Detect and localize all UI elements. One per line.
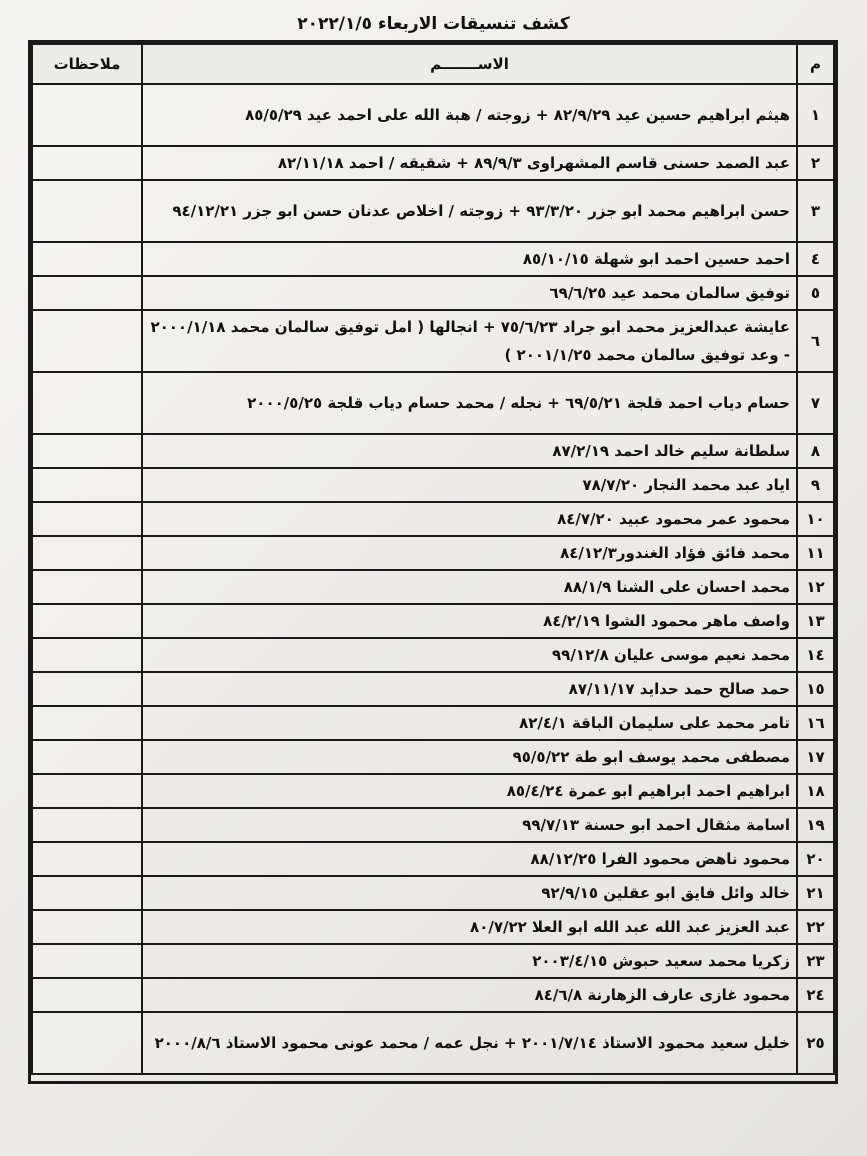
table-row — [32, 740, 834, 774]
row-name: محمد احسان على الشنا ٨٨/١/٩ — [142, 570, 797, 604]
row-name: خليل سعيد محمود الاستاذ ٢٠٠١/٧/١٤ + نجل عمه / محمد عونى محمود الاستاذ ٢٠٠٠/٨/٦ — [142, 1012, 797, 1074]
row-notes — [32, 638, 142, 672]
row-number: ٢١ — [797, 876, 834, 910]
row-number: ١١ — [797, 536, 834, 570]
row-number: ٤ — [797, 242, 834, 276]
row-notes — [32, 310, 142, 372]
table-row — [32, 978, 834, 1012]
row-number: ١٨ — [797, 774, 834, 808]
table-row — [32, 604, 834, 638]
row-name: خالد وائل فايق ابو عقلين ٩٢/٩/١٥ — [142, 876, 797, 910]
table-row — [32, 842, 834, 876]
row-name: احمد حسين احمد ابو شهلة ٨٥/١٠/١٥ — [142, 242, 797, 276]
table-row — [32, 468, 834, 502]
table-row — [32, 1012, 834, 1074]
row-notes — [32, 502, 142, 536]
row-number: ٧ — [797, 372, 834, 434]
row-number: ١٧ — [797, 740, 834, 774]
row-number: ٣ — [797, 180, 834, 242]
names-table-frame — [28, 40, 838, 1084]
table-row — [32, 876, 834, 910]
row-notes — [32, 808, 142, 842]
header-number: م — [797, 44, 834, 84]
row-name: عبد الصمد حسنى قاسم المشهراوى ٨٩/٩/٣ + شقيقه / احمد ٨٢/١١/١٨ — [142, 146, 797, 180]
table-row — [32, 638, 834, 672]
row-notes — [32, 276, 142, 310]
header-name: الاســـــــم — [142, 44, 797, 84]
row-name: حسن ابراهيم محمد ابو جزر ٩٣/٣/٢٠ + زوجته / اخلاص عدنان حسن ابو جزر ٩٤/١٢/٢١ — [142, 180, 797, 242]
table-row — [32, 502, 834, 536]
row-name: عبد العزيز عبد الله عبد الله ابو العلا ٨٠/٧/٢٢ — [142, 910, 797, 944]
row-name: زكريا محمد سعيد حبوش ٢٠٠٣/٤/١٥ — [142, 944, 797, 978]
table-row — [32, 310, 834, 372]
row-notes — [32, 910, 142, 944]
table-row — [32, 434, 834, 468]
table-row — [32, 372, 834, 434]
row-name: اسامة مثقال احمد ابو حسنة ٩٩/٧/١٣ — [142, 808, 797, 842]
table-row — [32, 180, 834, 242]
row-number: ٢٠ — [797, 842, 834, 876]
row-notes — [32, 1012, 142, 1074]
row-number: ٦ — [797, 310, 834, 372]
table-row — [32, 910, 834, 944]
row-number: ٢٥ — [797, 1012, 834, 1074]
table-header-row — [32, 44, 834, 84]
row-name: توفيق سالمان محمد عيد ٦٩/٦/٢٥ — [142, 276, 797, 310]
row-notes — [32, 978, 142, 1012]
row-name: عايشة عبدالعزيز محمد ابو جراد ٧٥/٦/٢٣ + انجالها ( امل توفيق سالمان محمد ٢٠٠٠/١/١٨ - وعد توفيق سالمان محمد ٢٠٠١/١/٢٥ ) — [142, 310, 797, 372]
row-notes — [32, 146, 142, 180]
row-number: ١٥ — [797, 672, 834, 706]
row-notes — [32, 434, 142, 468]
table-row — [32, 242, 834, 276]
row-name: هيثم ابراهيم حسين عيد ٨٢/٩/٢٩ + زوجته / هبة الله على احمد عيد ٨٥/٥/٢٩ — [142, 84, 797, 146]
row-name: تامر محمد على سليمان الباقة ٨٢/٤/١ — [142, 706, 797, 740]
header-notes: ملاحظات — [32, 44, 142, 84]
row-notes — [32, 842, 142, 876]
row-name: واصف ماهر محمود الشوا ٨٤/٢/١٩ — [142, 604, 797, 638]
row-name: حسام دياب احمد قلجة ٦٩/٥/٢١ + نجله / محمد حسام دياب قلجة ٢٠٠٠/٥/٢٥ — [142, 372, 797, 434]
row-number: ٢٣ — [797, 944, 834, 978]
table-row — [32, 536, 834, 570]
row-name: محمود ناهض محمود الفرا ٨٨/١٢/٢٥ — [142, 842, 797, 876]
table-row — [32, 570, 834, 604]
table-row — [32, 146, 834, 180]
row-name: محمود عمر محمود عبيد ٨٤/٧/٢٠ — [142, 502, 797, 536]
row-notes — [32, 570, 142, 604]
row-number: ١٠ — [797, 502, 834, 536]
table-row — [32, 706, 834, 740]
row-notes — [32, 468, 142, 502]
row-number: ٢٤ — [797, 978, 834, 1012]
row-number: ١٦ — [797, 706, 834, 740]
table-body — [32, 84, 834, 1074]
row-notes — [32, 242, 142, 276]
row-name: محمود غازى عارف الزهارنة ٨٤/٦/٨ — [142, 978, 797, 1012]
row-notes — [32, 536, 142, 570]
row-name: محمد نعيم موسى عليان ٩٩/١٢/٨ — [142, 638, 797, 672]
row-notes — [32, 180, 142, 242]
row-name: محمد فائق فؤاد الغندور٨٤/١٢/٣ — [142, 536, 797, 570]
row-notes — [32, 706, 142, 740]
table-row — [32, 276, 834, 310]
row-number: ١٢ — [797, 570, 834, 604]
table-row — [32, 808, 834, 842]
row-name: مصطفى محمد يوسف ابو طة ٩٥/٥/٢٢ — [142, 740, 797, 774]
row-notes — [32, 876, 142, 910]
row-number: ٩ — [797, 468, 834, 502]
row-notes — [32, 740, 142, 774]
row-name: اياد عبد محمد النجار ٧٨/٧/٢٠ — [142, 468, 797, 502]
row-number: ١٣ — [797, 604, 834, 638]
row-name: ابراهيم احمد ابراهيم ابو عمرة ٨٥/٤/٢٤ — [142, 774, 797, 808]
row-notes — [32, 774, 142, 808]
row-name: حمد صالح حمد حدايد ٨٧/١١/١٧ — [142, 672, 797, 706]
table-row — [32, 672, 834, 706]
document-title: كشف تنسيقات الاربعاء ٢٠٢٢/١/٥ — [297, 14, 570, 34]
table-row — [32, 774, 834, 808]
row-notes — [32, 604, 142, 638]
row-number: ١٩ — [797, 808, 834, 842]
row-notes — [32, 84, 142, 146]
names-table — [31, 43, 835, 1075]
table-row — [32, 944, 834, 978]
row-number: ٥ — [797, 276, 834, 310]
row-number: ٢٢ — [797, 910, 834, 944]
row-number: ٢ — [797, 146, 834, 180]
row-number: ٨ — [797, 434, 834, 468]
row-notes — [32, 372, 142, 434]
row-name: سلطانة سليم خالد احمد ٨٧/٢/١٩ — [142, 434, 797, 468]
row-number: ١٤ — [797, 638, 834, 672]
row-notes — [32, 944, 142, 978]
table-row — [32, 84, 834, 146]
row-number: ١ — [797, 84, 834, 146]
row-notes — [32, 672, 142, 706]
